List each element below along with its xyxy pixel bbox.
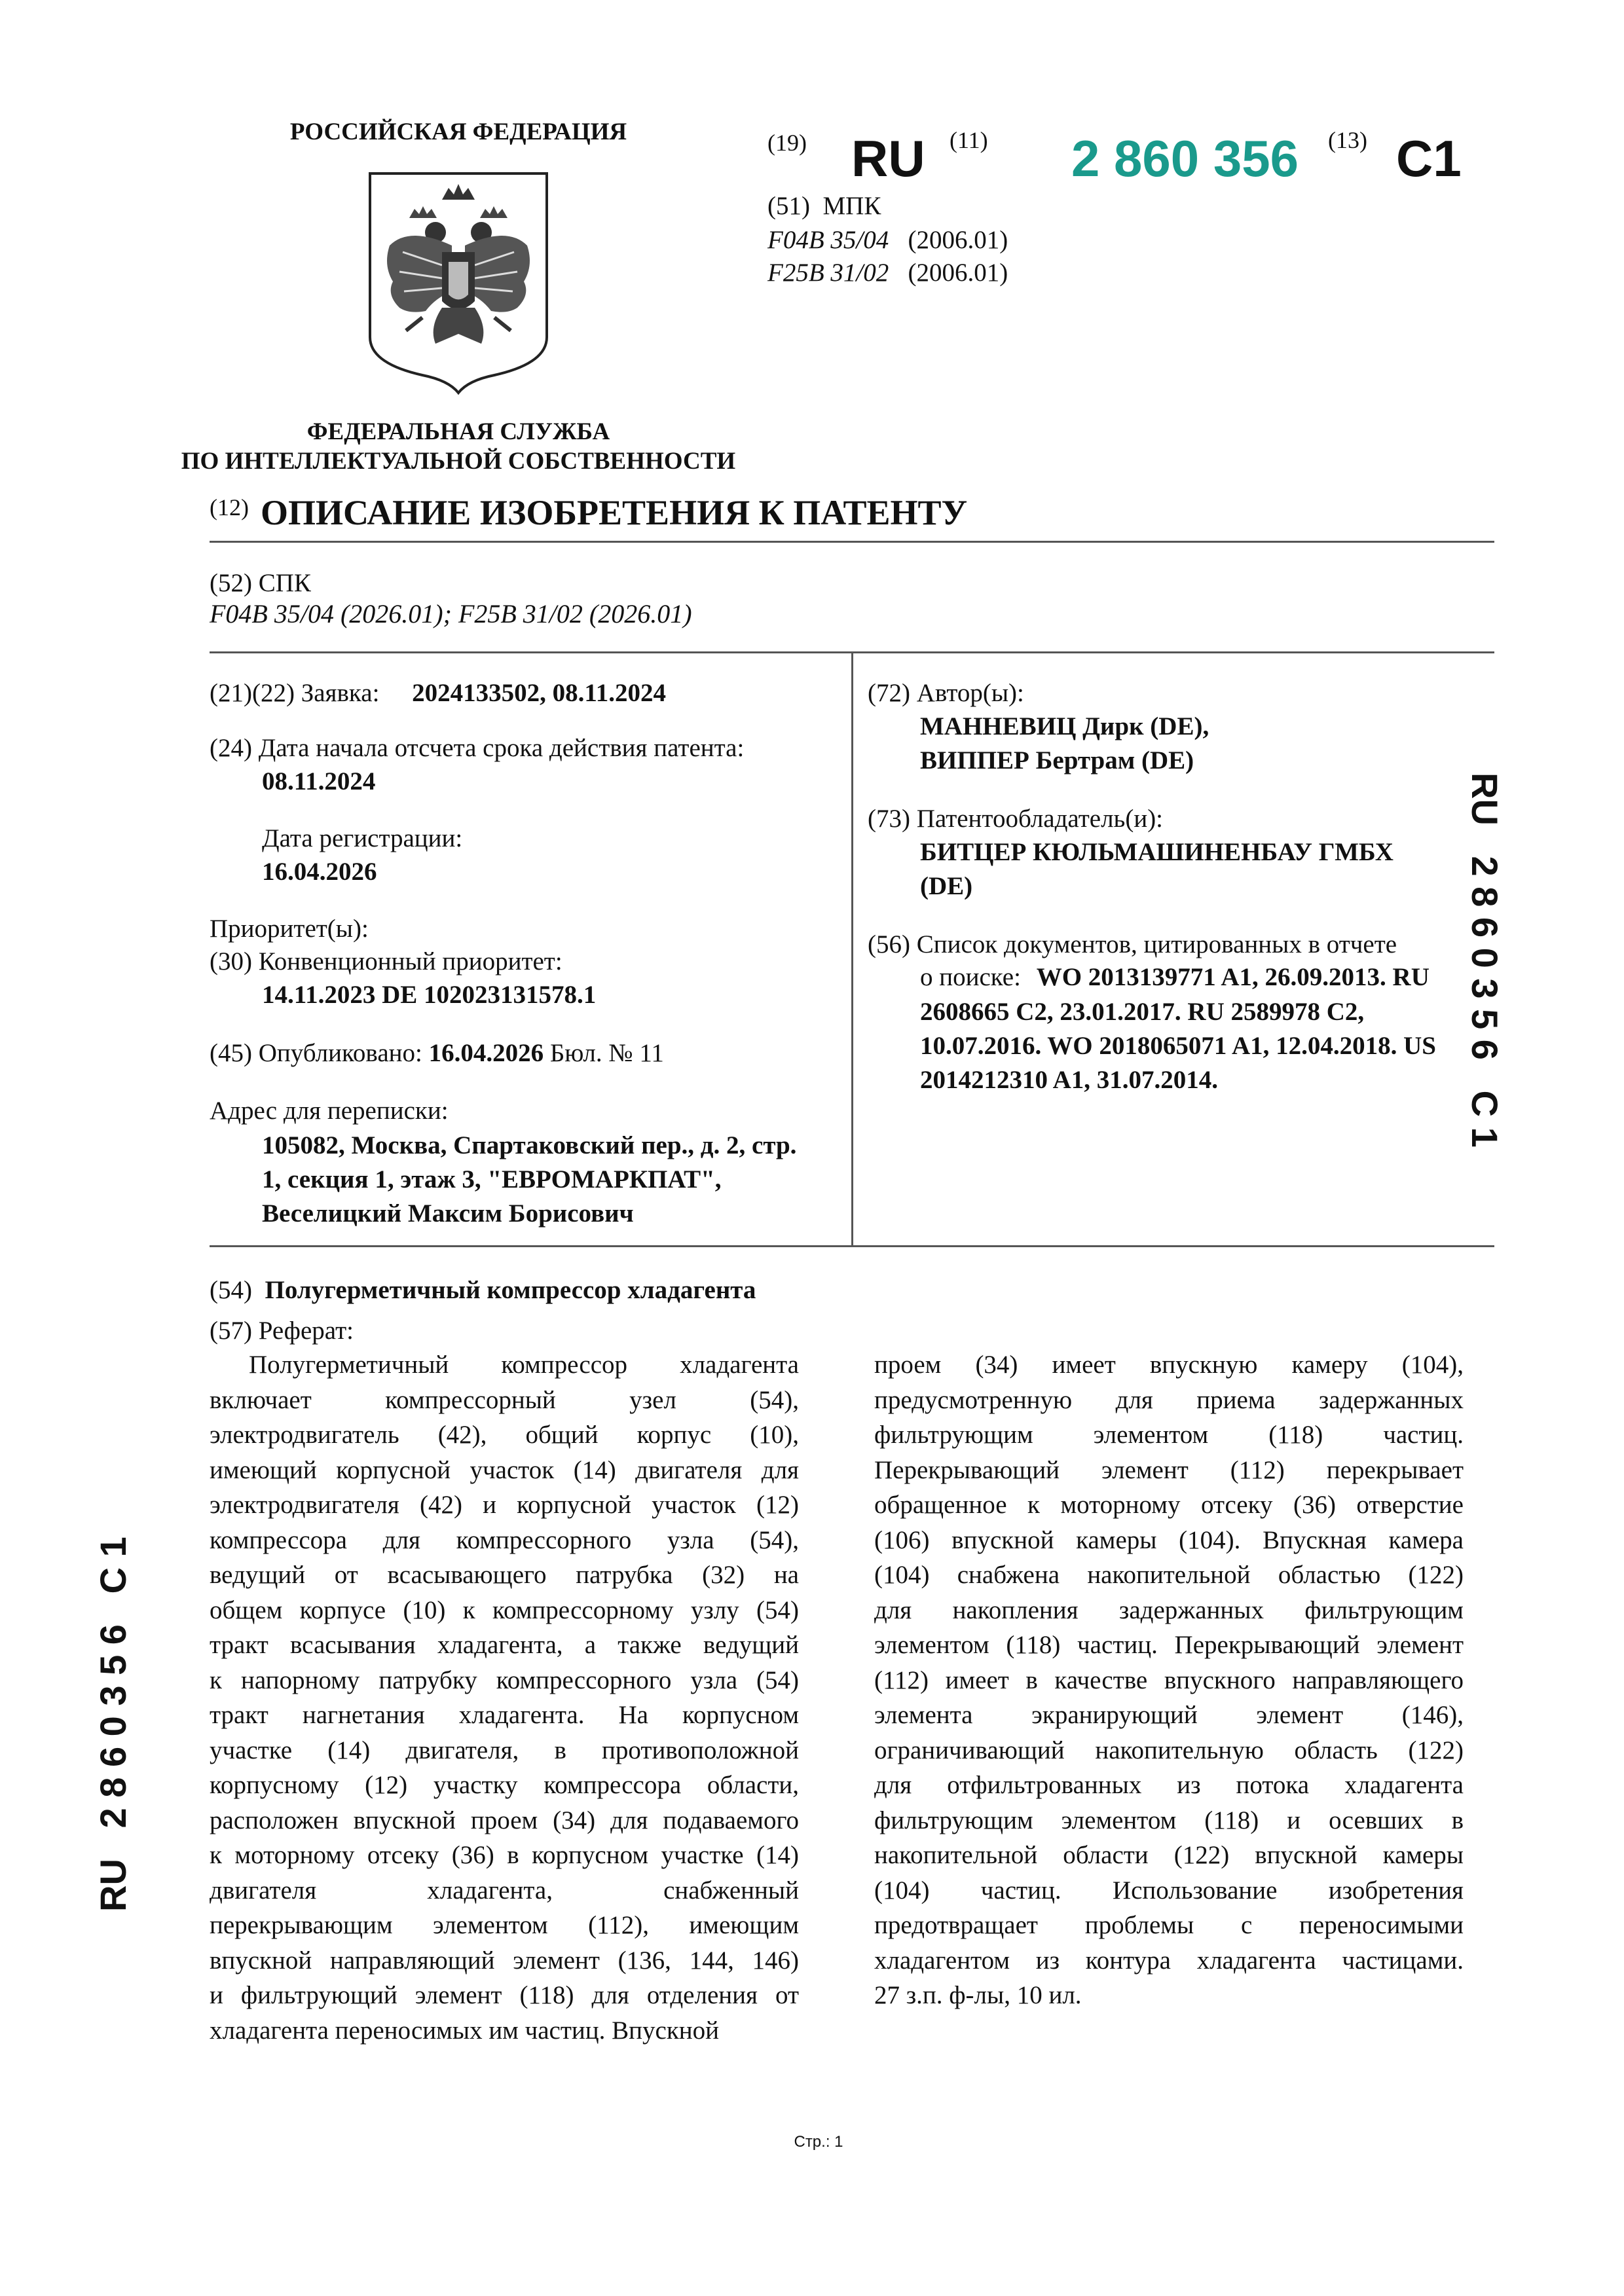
abstract-line: перекрывающим элементом (112), имеющим	[210, 1911, 799, 1939]
invention-title: Полугерметичный компрессор хладагента	[265, 1276, 756, 1304]
abstract-line: имеющий корпусной участок (14) двигателя для	[210, 1455, 799, 1484]
convention-value: 14.11.2023 DE 102023131578.1	[262, 981, 597, 1009]
abstract-line: обращенное к моторному отсеку (36) отверстие	[874, 1491, 1464, 1519]
cited-first-row	[920, 961, 1430, 994]
divider	[210, 541, 1494, 543]
abstract-line: (106) впускной камеры (104). Впускная камера	[874, 1525, 1464, 1554]
agency-name-line2: ПО ИНТЕЛЛЕКТУАЛЬНОЙ СОБСТВЕННОСТИ	[181, 448, 736, 475]
spk-label: (52) СПК	[210, 569, 311, 597]
mpk-label: МПК	[822, 192, 881, 220]
abstract-line: впускной направляющий элемент (136, 144, 146)	[210, 1946, 799, 1975]
side-label-left: RU 2 8 6 0 3 5 6 C 1	[92, 1537, 134, 1912]
cited-doc: 2014212310 A1, 31.07.2014.	[920, 1066, 1219, 1094]
invention-title-code: (54)	[210, 1276, 252, 1304]
ipc-class-row	[767, 225, 1008, 255]
abstract-line: к напорному патрубку компрессорного узла (54)	[210, 1666, 799, 1694]
emblem-icon	[363, 167, 553, 396]
patent-number: 2 860 356	[1071, 130, 1299, 187]
spk-value: F04B 35/04 (2026.01); F25B 31/02 (2026.01)	[210, 599, 692, 629]
application-label: (21)(22) Заявка:	[210, 679, 380, 707]
ipc-version: (2006.01)	[908, 259, 1008, 287]
abstract-line: электродвигателя (42) и корпусной участок (12)	[210, 1491, 799, 1519]
convention-label: (30) Конвенционный приоритет:	[210, 947, 563, 975]
page-number: Стр.: 1	[794, 2133, 843, 2151]
registration-label: Дата регистрации:	[262, 824, 463, 852]
country-code: RU	[851, 130, 925, 187]
abstract-line: 27 з.п. ф-лы, 10 ил.	[874, 1981, 1082, 2009]
term-start-value: 08.11.2024	[262, 767, 376, 795]
abstract-line: элементом (118) частиц. Перекрывающий элемент	[874, 1631, 1464, 1659]
registration-value: 16.04.2026	[262, 858, 377, 886]
abstract-line: участке (14) двигателя, в противоположной	[210, 1736, 799, 1764]
kind-code: C1	[1396, 130, 1462, 187]
application-value: 2024133502, 08.11.2024	[412, 679, 667, 707]
abstract-line: (112) имеет в качестве впускного направляющего	[874, 1666, 1464, 1694]
ipc-class: F25B 31/02	[767, 259, 889, 287]
title-code: (12)	[210, 494, 249, 520]
abstract-line: ведущий от всасывающего патрубка (32) на	[210, 1561, 799, 1589]
abstract-line: накопительной области (122) впускной камеры	[874, 1841, 1464, 1869]
side-label-right: RU 2 8 6 0 3 5 6 C 1	[1464, 773, 1505, 1148]
code-51: (51)	[767, 192, 810, 220]
abstract-line: тракт всасывания хладагента, а также ведущий	[210, 1631, 799, 1659]
abstract-line: предотвращает проблемы с переносимыми	[874, 1911, 1464, 1939]
abstract-line: и фильтрующий элемент (118) для отделения от	[210, 1981, 799, 2009]
abstract-line: для отфильтрованных из потока хладагента	[874, 1771, 1464, 1799]
ipc-class-row	[767, 258, 1008, 287]
abstract-line: корпусному (12) участку компрессора области,	[210, 1771, 799, 1799]
abstract-line: проем (34) имеет впускную камеру (104),	[874, 1351, 1464, 1379]
abstract-line: хладагента переносимых им частиц. Впускной	[210, 2016, 720, 2045]
holder-name: БИТЦЕР КЮЛЬМАШИНЕНБАУ ГМБХ	[920, 838, 1393, 866]
address-line: 1, секция 1, этаж 3, "ЕВРОМАРКПАТ",	[262, 1165, 722, 1194]
title-text: ОПИСАНИЕ ИЗОБРЕТЕНИЯ К ПАТЕНТУ	[260, 493, 968, 532]
published-row	[210, 1037, 664, 1070]
abstract-line: элемента экранирующий элемент (146),	[874, 1701, 1464, 1729]
published-value: 16.04.2026	[428, 1039, 544, 1067]
cited-label-cont: о поиске:	[920, 963, 1021, 991]
mpk-heading	[767, 191, 881, 221]
abstract-line: хладагентом из контура хладагента частицами.	[874, 1946, 1464, 1975]
abstract-line: Перекрывающий элемент (112) перекрывает	[874, 1455, 1464, 1484]
address-label: Адрес для переписки:	[210, 1097, 449, 1125]
abstract-line: компрессора для компрессорного узла (54),	[210, 1525, 799, 1554]
cited-doc: 2608665 C2, 23.01.2017. RU 2589978 C2,	[920, 998, 1365, 1026]
application-row	[210, 677, 666, 710]
abstract-line: двигателя хладагента, снабженный	[210, 1876, 799, 1904]
cited-doc: 10.07.2016. WO 2018065071 A1, 12.04.2018. US	[920, 1032, 1436, 1060]
abstract-right-column	[874, 1347, 1464, 2013]
cited-label: (56) Список документов, цитированных в отчете	[868, 930, 1397, 958]
abstract-line: фильтрующим элементом (118) частиц.	[874, 1421, 1464, 1449]
divider	[210, 1245, 1494, 1247]
abstract-line: для накопления задержанных фильтрующим	[874, 1595, 1464, 1624]
cited-doc: WO 2013139771 A1, 26.09.2013. RU	[1036, 963, 1430, 991]
abstract-line: ограничивающий накопительную область (122)	[874, 1736, 1464, 1764]
author-name: МАННЕВИЦ Дирк (DE),	[920, 712, 1209, 740]
code-13: (13)	[1328, 127, 1367, 153]
abstract-line: к моторному отсеку (36) в корпусном участке (14)	[210, 1841, 799, 1869]
abstract-label: (57) Реферат:	[210, 1317, 354, 1345]
column-divider	[851, 653, 853, 1245]
abstract-line: фильтрующим элементом (118) и осевших в	[874, 1806, 1464, 1834]
abstract-line: Полугерметичный компрессор хладагента	[249, 1351, 799, 1379]
code-11: (11)	[950, 127, 988, 153]
ipc-version: (2006.01)	[908, 226, 1008, 254]
abstract-line: (104) частиц. Использование изобретения	[874, 1876, 1464, 1904]
holder-country: (DE)	[920, 872, 973, 900]
ipc-class: F04B 35/04	[767, 226, 889, 254]
abstract-line: (104) снабжена накопительной областью (122)	[874, 1561, 1464, 1589]
term-start-label: (24) Дата начала отсчета срока действия патента:	[210, 734, 745, 762]
abstract-line: расположен впускной проем (34) для подаваемого	[210, 1806, 799, 1834]
priority-label: Приоритет(ы):	[210, 915, 369, 943]
agency-name-line1: ФЕДЕРАЛЬНАЯ СЛУЖБА	[306, 418, 610, 445]
invention-title-row	[210, 1274, 756, 1307]
published-label: (45) Опубликовано:	[210, 1039, 422, 1067]
authors-label: (72) Автор(ы):	[868, 679, 1024, 707]
abstract-line: электродвигатель (42), общий корпус (10),	[210, 1421, 799, 1449]
document-title	[210, 492, 967, 533]
abstract-line: включает компрессорный узел (54),	[210, 1385, 799, 1414]
code-19: (19)	[767, 130, 807, 156]
abstract-line: общем корпусе (10) к компрессорному узлу (54)	[210, 1595, 799, 1624]
country-name: РОССИЙСКАЯ ФЕДЕРАЦИЯ	[289, 118, 627, 145]
address-line: 105082, Москва, Спартаковский пер., д. 2, стр.	[262, 1131, 797, 1159]
abstract-line: предусмотренную для приема задержанных	[874, 1385, 1464, 1414]
holder-label: (73) Патентообладатель(и):	[868, 805, 1164, 833]
abstract-left-column	[210, 1347, 799, 2048]
author-name: ВИППЕР Бертрам (DE)	[920, 746, 1194, 774]
abstract-line: тракт нагнетания хладагента. На корпусном	[210, 1701, 799, 1729]
bulletin-number: Бюл. № 11	[549, 1039, 664, 1067]
address-line: Веселицкий Максим Борисович	[262, 1199, 634, 1228]
